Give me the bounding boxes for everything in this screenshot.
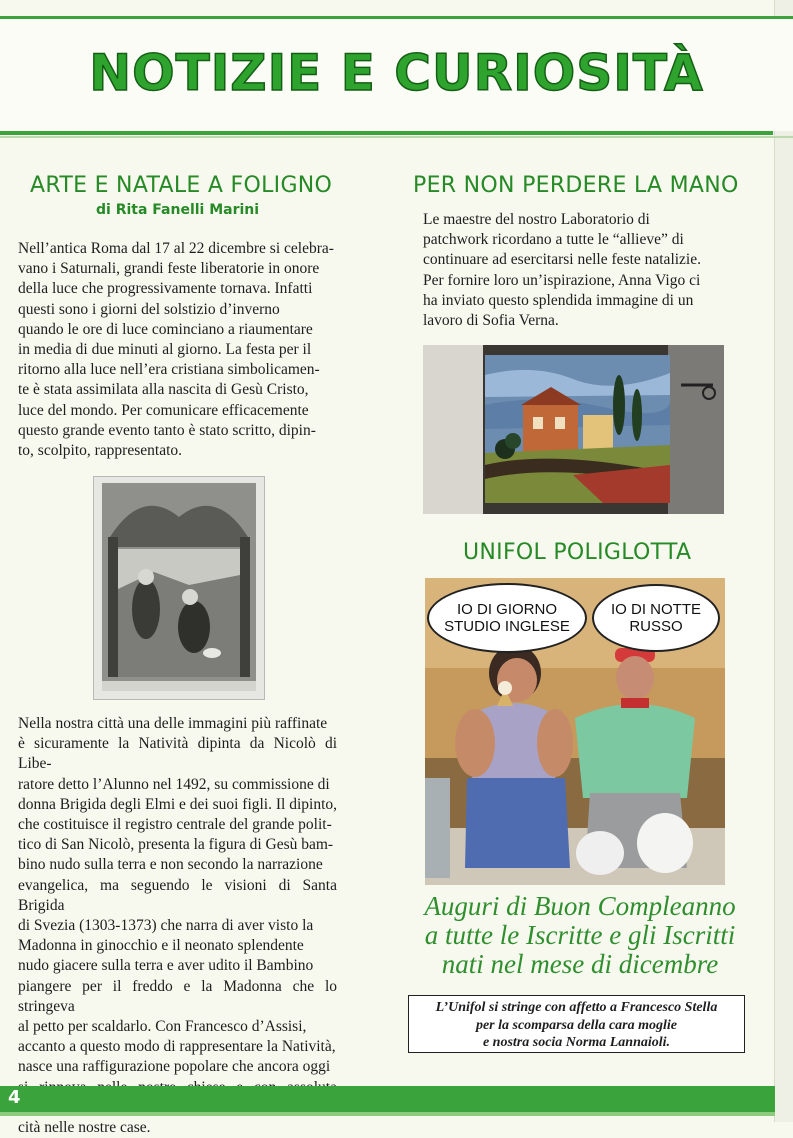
text-line: bino nudo sulla terra e non secondo la narrazione <box>18 856 323 874</box>
text-line: accanto a questo modo di rappresentare la Natività, <box>18 1038 336 1056</box>
text-line: questi sono i giorni del solstizio d’inverno <box>18 300 280 318</box>
text-line: donna Brigida degli Elmi e dei suoi figli. Il dipinto, <box>18 795 337 813</box>
section-title-poliglotta: UNIFOL POLIGLOTTA <box>463 540 692 565</box>
text-line: tico di San Nicolò, presenta la figura di Gesù bam- <box>18 836 334 854</box>
text-line: nudo giacere sulla terra e aver udito il Bambino <box>18 957 314 975</box>
notice-line: per la scomparsa della cara moglie <box>475 1017 678 1033</box>
header-rule <box>0 131 773 135</box>
article-paragraph-2 <box>18 714 337 1138</box>
bubble-line: STUDIO INGLESE <box>444 618 570 635</box>
text-line: ha inviato questo splendida immagine di un <box>423 291 694 309</box>
birthday-greeting <box>400 892 760 979</box>
section-title-mano: PER NON PERDERE LA MANO <box>413 173 739 198</box>
text-line: continuare ad esercitarsi nelle feste natalizie. <box>423 251 701 269</box>
patchwork-quilt-image <box>423 345 724 514</box>
text-line: te è stata assimilata alla nascita di Gesù Cristo, <box>18 381 309 399</box>
text-line: della luce che progressivamente tornava. Infatti <box>18 280 313 298</box>
header-rule-light <box>0 136 793 138</box>
condolence-notice <box>408 995 745 1053</box>
text-line: quando le ore di luce cominciano a riaumentare <box>18 320 313 338</box>
text-line: di Svezia (1303-1373) che narra di aver visto la <box>18 917 314 935</box>
text-line: Le maestre del nostro Laboratorio di <box>423 211 650 228</box>
text-line: piangere per il freddo e la Madonna che lo stringeva <box>18 977 337 1015</box>
text-line: to, scolpito, rappresentato. <box>18 442 182 460</box>
text-line: ritorno alla luce nell’era cristiana simbolicamen- <box>18 361 320 379</box>
text-line: luce del mondo. Per comunicare efficacemente <box>18 401 309 419</box>
greeting-line: nati nel mese di dicembre <box>441 949 719 979</box>
greeting-line: Auguri di Buon Compleanno <box>424 891 736 921</box>
text-line: nasce una raffigurazione popolare che ancora oggi <box>18 1058 331 1076</box>
article-paragraph-1 <box>18 239 337 461</box>
text-line: evangelica, ma seguendo le visioni di Santa Brigida <box>18 876 337 914</box>
notice-line: e nostra socia Norma Lannaioli. <box>482 1035 671 1050</box>
text-line: cità nelle nostre case. <box>18 1119 151 1137</box>
text-line: ratore detto l’Alunno nel 1492, su commissione di <box>18 775 330 793</box>
nativity-painting-image <box>93 476 265 700</box>
speech-bubble-right <box>592 584 720 652</box>
bubble-line: IO DI GIORNO <box>456 601 557 618</box>
page-edge <box>774 0 793 1122</box>
text-line: vano i Saturnali, grandi feste liberatorie in onore <box>18 260 320 278</box>
patchwork-paragraph <box>423 210 724 331</box>
text-line: patchwork ricordano a tutte le “allieve” di <box>423 231 684 249</box>
text-line: questo grande evento tanto è stato scritto, dipin- <box>18 421 316 439</box>
text-line: in media di due minuti al giorno. La festa per il <box>18 341 312 359</box>
greeting-line: a tutte le Iscritte e gli Iscritti <box>424 920 736 950</box>
bubble-line: IO DI NOTTE <box>611 601 701 618</box>
text-line: Nell’antica Roma dal 17 al 22 dicembre si celebra- <box>18 240 334 257</box>
text-line: che costituisce il registro centrale del grande polit- <box>18 816 332 834</box>
text-line: Madonna in ginocchio e il neonato splendente <box>18 937 304 955</box>
footer-bar <box>0 1086 775 1112</box>
footer-rule <box>0 1112 775 1116</box>
text-line: lavoro di Sofia Verna. <box>423 312 559 330</box>
page-title: NOTIZIE E CURIOSITÀ <box>89 44 704 102</box>
text-line: Nella nostra città una delle immagini più raffinate <box>18 715 328 732</box>
speech-bubble-left <box>427 583 587 653</box>
text-line: Per fornire loro un’ispirazione, Anna Vigo ci <box>423 271 701 289</box>
section-title-arte: ARTE E NATALE A FOLIGNO <box>30 173 333 198</box>
bubble-line: RUSSO <box>629 618 683 635</box>
text-line: al petto per scaldarlo. Con Francesco d’Assisi, <box>18 1018 307 1036</box>
text-line: è sicuramente la Natività dipinta da Nicolò di Libe- <box>18 735 337 773</box>
byline: di Rita Fanelli Marini <box>96 202 260 218</box>
notice-line: L’Unifol si stringe con affetto a Francesco Stella <box>435 1000 718 1015</box>
page-number: 4 <box>8 1087 21 1108</box>
